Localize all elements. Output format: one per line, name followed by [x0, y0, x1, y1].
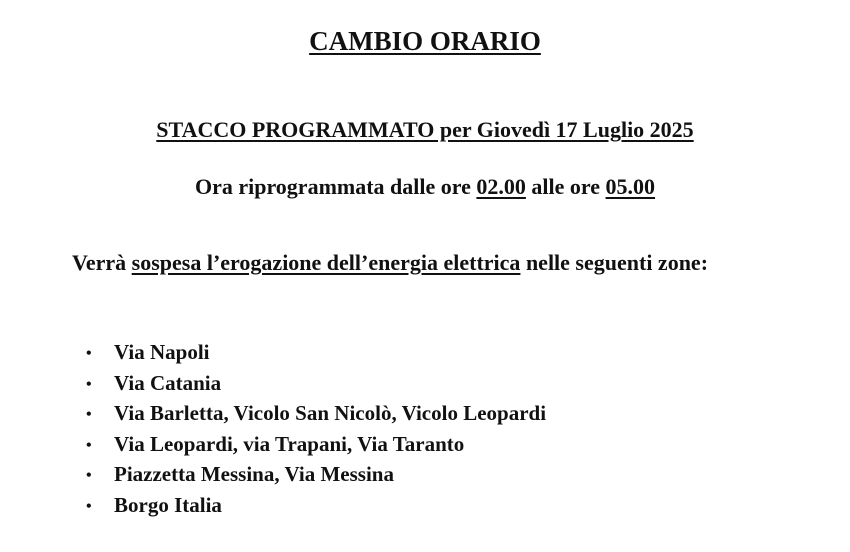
suspension-notice	[72, 250, 708, 276]
page-title: CAMBIO ORARIO	[309, 26, 541, 56]
notice-prefix: Verrà	[72, 250, 132, 275]
zone-label: Borgo Italia	[114, 492, 222, 517]
zone-label: Via Barletta, Vicolo San Nicolò, Vicolo Leopardi	[114, 401, 547, 425]
zones-list	[86, 337, 546, 520]
notice-emphasis: sospesa l’erogazione dell’energia elettrica	[131, 250, 521, 275]
list-item	[86, 490, 546, 521]
time-line-middle: alle ore	[525, 174, 606, 199]
bullet-icon: •	[86, 375, 92, 393]
zone-label: Via Catania	[114, 370, 222, 395]
bullet-icon: •	[86, 345, 92, 362]
list-item	[86, 368, 546, 399]
rescheduled-time-line	[0, 174, 850, 200]
list-item	[86, 337, 546, 368]
start-time: 02.00	[476, 174, 526, 199]
zone-label: Via Napoli	[114, 340, 210, 364]
list-item	[86, 459, 546, 490]
time-line-prefix: Ora riprogrammata dalle ore	[194, 174, 477, 199]
bullet-icon: •	[86, 436, 92, 454]
bullet-icon: •	[86, 406, 92, 423]
zone-label: Via Leopardi, via Trapani, Via Taranto	[114, 431, 465, 456]
bullet-icon: •	[86, 467, 92, 484]
outage-subtitle: STACCO PROGRAMMATO per Giovedì 17 Luglio 2025	[156, 117, 694, 142]
list-item	[86, 429, 546, 460]
bullet-icon: •	[86, 497, 92, 515]
notice-suffix: nelle seguenti zone:	[520, 250, 709, 275]
zone-label: Piazzetta Messina, Via Messina	[114, 462, 394, 486]
list-item	[86, 398, 546, 429]
end-time: 05.00	[605, 174, 656, 199]
